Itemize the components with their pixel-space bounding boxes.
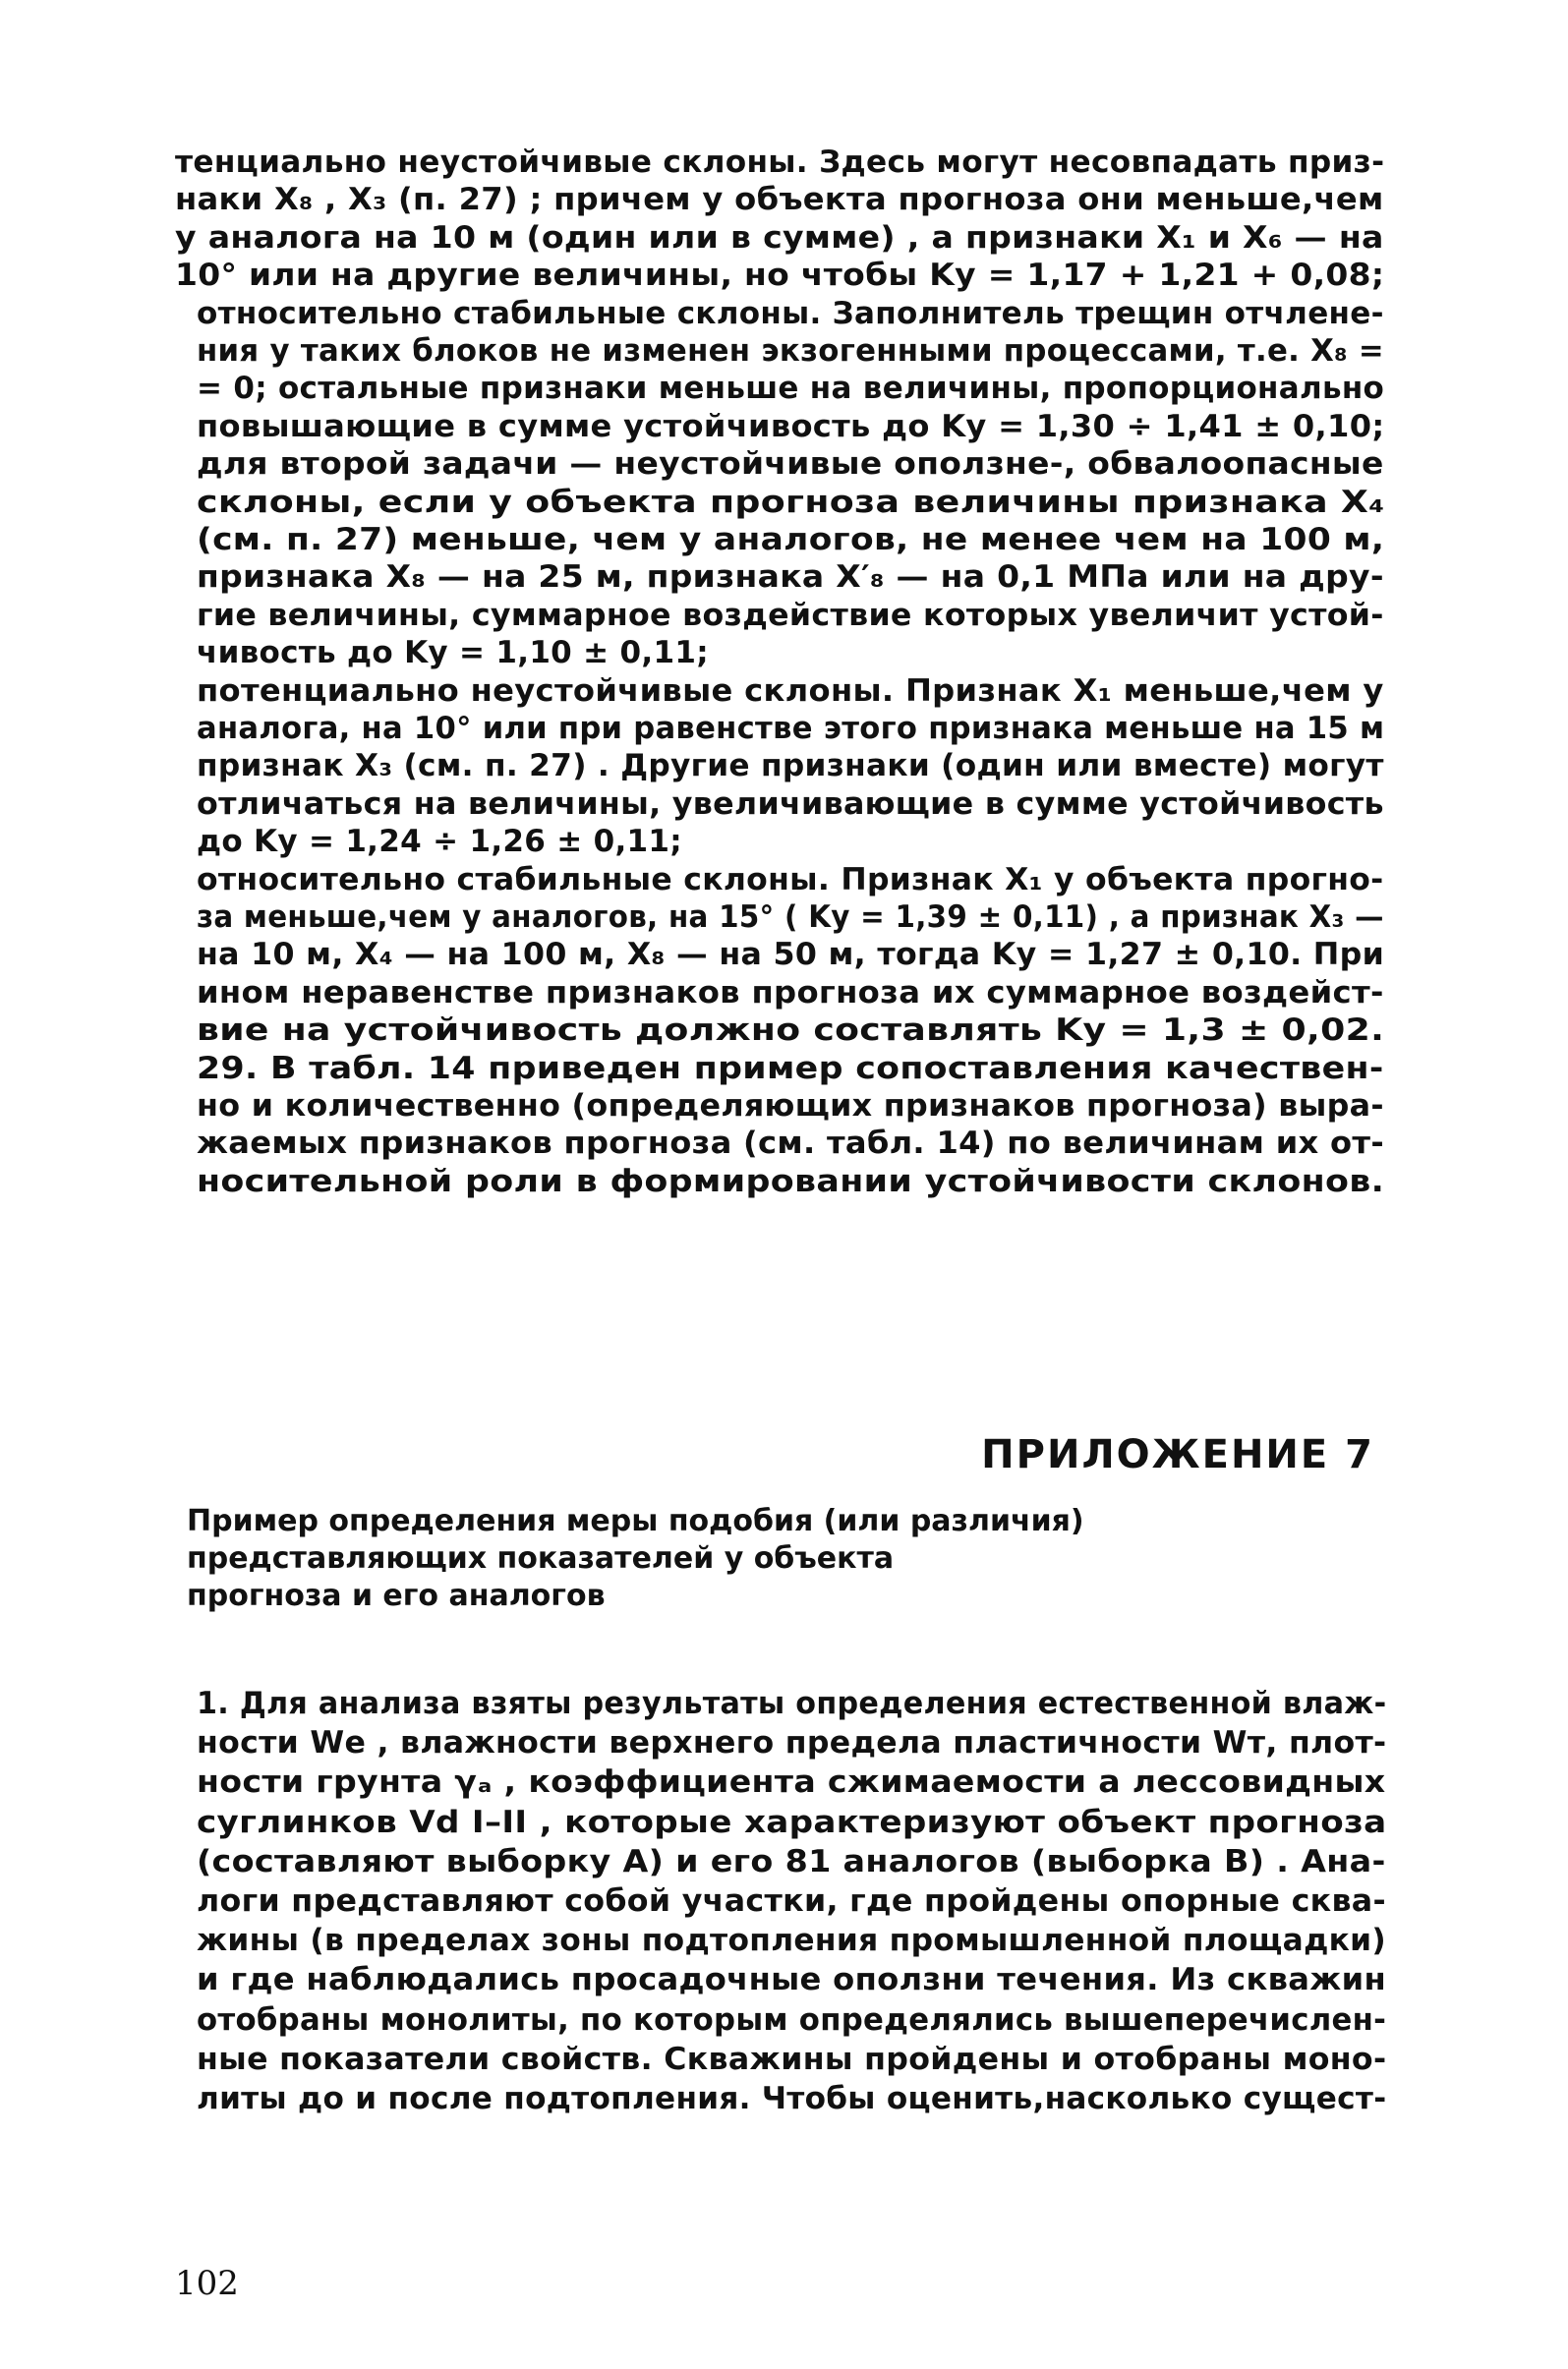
text-line: на 10 м, X₄ — на 100 м, X₈ — на 50 м, тогда Kу = 1,27 ± 0,10. При (197, 937, 1385, 973)
appendix-title-line-2: представляющих показателей у объекта (187, 1541, 895, 1576)
text-line: ности Wе , влажности верхнего предела пластичности Wт, плот- (197, 1725, 1387, 1762)
appendix-title-line-1: Пример определения меры подобия (или различия) (187, 1504, 1084, 1538)
text-line: относительно стабильные склоны. Заполнитель трещин отчлене- (197, 295, 1384, 331)
text-line: вие на устойчивость должно составлять Kу = 1,3 ± 0,02. (197, 1012, 1385, 1049)
text-line: ином неравенстве признаков прогноза их суммарное воздейст- (197, 974, 1384, 1011)
text-line: потенциально неустойчивые склоны. Признак X₁ меньше,чем у (197, 672, 1384, 709)
text-line: аналога, на 10° или при равенстве этого признака меньше на 15 м (197, 711, 1385, 746)
text-line: признака X₈ — на 25 м, признака X′₈ — на 0,1 МПа или на дру- (197, 559, 1384, 596)
text-line: склоны, если у объекта прогноза величины признака X₄ (197, 484, 1385, 520)
text-line: повышающие в сумме устойчивость до Kу = 1,30 ÷ 1,41 ± 0,10; (197, 408, 1385, 444)
text-line: логи представляют собой участки, где пройдены опорные сква- (197, 1883, 1386, 1919)
text-line: жаемых признаков прогноза (см. табл. 14) по величинам их от- (197, 1126, 1384, 1162)
text-line: (см. п. 27) меньше, чем у аналогов, не менее чем на 100 м, (197, 522, 1385, 557)
text-line: 29. В табл. 14 приведен пример сопоставления качествен- (197, 1050, 1384, 1086)
text-line: ности грунта γₐ , коэффициента сжимаемости a лессовидных (197, 1764, 1386, 1801)
text-line: (составляют выборку А) и его 81 аналогов (выборка В) . Ана- (197, 1843, 1386, 1879)
text-line: ния у таких блоков не изменен экзогенными процессами, т.е. X₈ = (197, 333, 1385, 369)
text-line: у аналога на 10 м (один или в сумме) , а признаки X₁ и X₆ — на (175, 219, 1384, 256)
text-line: но и количественно (определяющих признаков прогноза) выра- (197, 1088, 1384, 1124)
text-line: носительной роли в формировании устойчивости склонов. (197, 1163, 1385, 1199)
text-line: относительно стабильные склоны. Признак X₁ у объекта прогно- (197, 861, 1384, 897)
text-line: для второй задачи — неустойчивые оползне-, обвалоопасные (197, 446, 1384, 483)
appendix-label: ПРИЛОЖЕНИЕ 7 (981, 1432, 1374, 1477)
text-line: 10° или на другие величины, но чтобы Kу = 1,17 + 1,21 + 0,08; (175, 258, 1385, 294)
text-line: ные показатели свойств. Скважины пройдены и отобраны моно- (197, 2041, 1387, 2077)
text-line: чивость до Kу = 1,10 ± 0,11; (197, 635, 709, 671)
text-line: 1. Для анализа взяты результаты определения естественной влаж- (197, 1686, 1387, 1721)
text-line: отобраны монолиты, по которым определялись вышеперечислен- (197, 2001, 1387, 2038)
text-line: за меньше,чем у аналогов, на 15° ( Kу = 1,39 ± 0,11) , а признак X₃ — (197, 899, 1384, 935)
text-line: жины (в пределах зоны подтопления промышленной площадки) (197, 1923, 1387, 1959)
text-line: суглинков Vd I–II , которые характеризуют объект прогноза (197, 1804, 1387, 1840)
page-number: 102 (175, 2264, 239, 2303)
text-line: признак X₃ (см. п. 27) . Другие признаки (один или вместе) могут (197, 748, 1384, 784)
text-line: наки X₈ , X₃ (п. 27) ; причем у объекта прогноза они меньше,чем (175, 182, 1384, 218)
text-line: до Kу = 1,24 ÷ 1,26 ± 0,11; (197, 824, 682, 860)
text-line: тенциально неустойчивые склоны. Здесь могут несовпадать приз- (175, 144, 1385, 180)
text-line: литы до и после подтопления. Чтобы оценить,насколько сущест- (197, 2081, 1387, 2116)
text-line: отличаться на величины, увеличивающие в сумме устойчивость (197, 785, 1384, 822)
appendix-title-line-3: прогноза и его аналогов (187, 1579, 606, 1613)
text-line: и где наблюдались просадочные оползни течения. Из скважин (197, 1962, 1386, 1998)
text-line: = 0; остальные признаки меньше на величины, пропорционально (197, 371, 1385, 407)
text-line: гие величины, суммарное воздействие которых увеличит устой- (197, 597, 1384, 633)
